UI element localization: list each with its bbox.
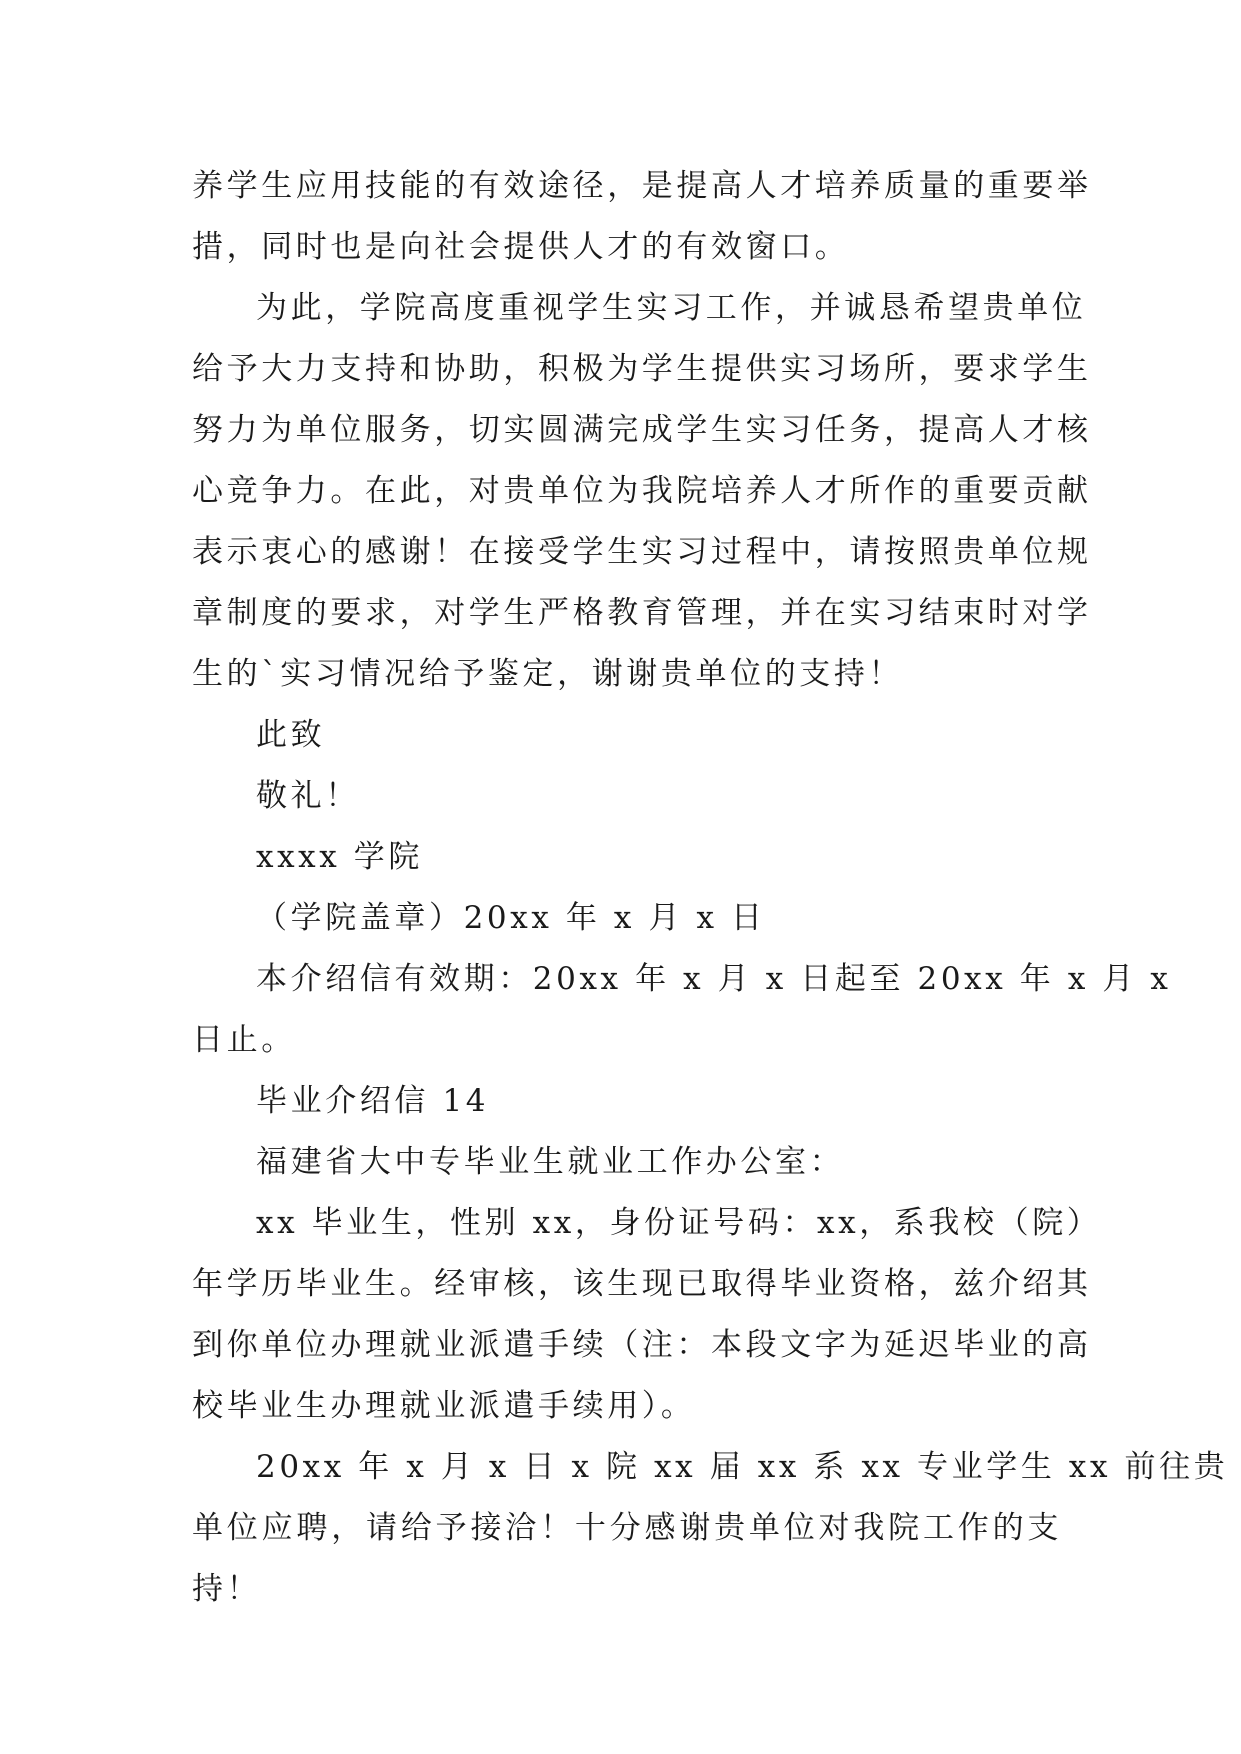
paragraph-intro-continuation — [192, 156, 1092, 278]
body-text — [192, 156, 1229, 1620]
text-line: 章制度的要求，对学生严格教育管理，并在实习结束时对学 — [192, 595, 1092, 631]
text-line: 此致 — [256, 717, 326, 753]
text-line: 校毕业生办理就业派遣手续用）。 — [192, 1388, 696, 1424]
text-line: 为此，学院高度重视学生实习工作，并诚恳希望贵单位 — [256, 290, 1087, 326]
text-line: 到你单位办理就业派遣手续（注：本段文字为延迟毕业的高 — [192, 1327, 1092, 1363]
text-line: 表示衷心的感谢！在接受学生实习过程中，请按照贵单位规 — [192, 534, 1092, 570]
closing-salutation — [192, 705, 1062, 766]
text-line: 毕业介绍信 14 — [256, 1083, 490, 1119]
closing-regards — [192, 766, 1062, 827]
paragraph-validity — [192, 949, 1172, 1071]
paragraph-request — [192, 278, 1092, 705]
text-line: xx 毕业生，性别 xx，身份证号码：xx，系我校（院） — [256, 1205, 1102, 1241]
text-line: 养学生应用技能的有效途径，是提高人才培养质量的重要举 — [192, 168, 1092, 204]
signature-seal-date — [192, 888, 1062, 949]
text-line: 持！ — [192, 1571, 262, 1607]
text-line: 日止。 — [192, 1022, 296, 1058]
letter-heading — [192, 1071, 1062, 1132]
text-line: 本介绍信有效期：20xx 年 x 月 x 日起至 20xx 年 x 月 x — [256, 961, 1172, 997]
text-line: 单位应聘，请给予接洽！十分感谢贵单位对我院工作的支 — [192, 1510, 1062, 1546]
text-line: 措，同时也是向社会提供人才的有效窗口。 — [192, 229, 850, 265]
text-line: （学院盖章）20xx 年 x 月 x 日 — [256, 900, 766, 936]
text-line: 心竞争力。在此，对贵单位为我院培养人才所作的重要贡献 — [192, 473, 1092, 509]
letter-addressee — [192, 1132, 1062, 1193]
text-line: 福建省大中专毕业生就业工作办公室： — [256, 1144, 845, 1180]
text-line: 年学历毕业生。经审核，该生现已取得毕业资格，兹介绍其 — [192, 1266, 1092, 1302]
text-line: 生的`实习情况给予鉴定，谢谢贵单位的支持！ — [192, 656, 904, 692]
text-line: 努力为单位服务，切实圆满完成学生实习任务，提高人才核 — [192, 412, 1092, 448]
paragraph-graduate — [192, 1193, 1102, 1437]
text-line: xxxx 学院 — [256, 839, 423, 875]
text-line: 20xx 年 x 月 x 日 x 院 xx 届 xx 系 xx 专业学生 xx 前往贵 — [256, 1449, 1229, 1485]
paragraph-application — [192, 1437, 1229, 1620]
text-line: 敬礼！ — [256, 778, 360, 814]
signature-institution — [192, 827, 1062, 888]
text-line: 给予大力支持和协助，积极为学生提供实习场所，要求学生 — [192, 351, 1092, 387]
